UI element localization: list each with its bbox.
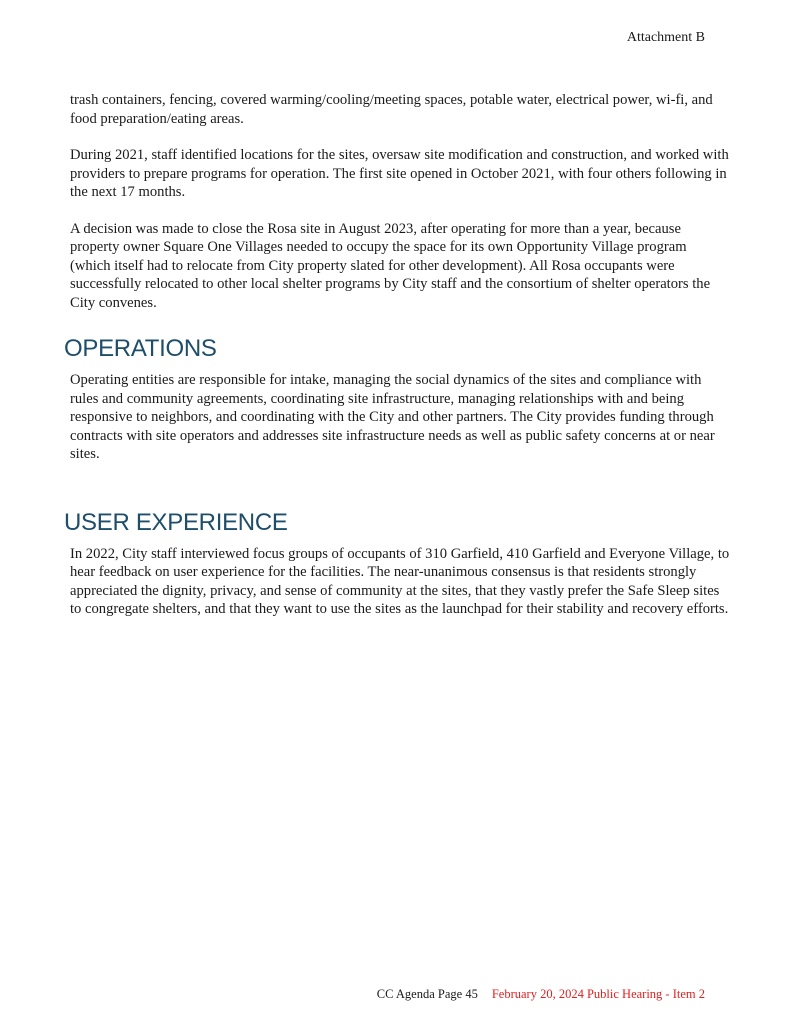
- user-experience-paragraph: In 2022, City staff interviewed focus groups of occupants of 310 Garfield, 410 Garfield and Everyone Village, to hear feedback on user experience for the facilities. The near-unanimous consensus is that residents strongly appreciated the dignity, privacy, and sense of community at the sites, that they vastly prefer the Safe Sleep sites to congregate shelters, and that they want to use the sites as the launchpad for their stability and recovery efforts.: [70, 545, 730, 617]
- user-experience-heading: USER EXPERIENCE: [64, 508, 288, 536]
- operations-heading: OPERATIONS: [64, 335, 217, 362]
- document-body: [64, 91, 730, 637]
- attachment-label: Attachment B: [626, 30, 705, 45]
- hearing-label: February 20, 2024 Public Hearing - Item 2: [491, 987, 705, 1001]
- intro-paragraph-2: During 2021, staff identified locations for the sites, oversaw site modification and construction, and worked with providers to prepare programs for operation. The first site opened in October 2021, with four others following in the next 17 months.: [70, 147, 729, 200]
- intro-paragraph-3: A decision was made to close the Rosa site in August 2023, after operating for more than a year, because property owner Square One Villages needed to occupy the space for its own Opportunity Village program (which itself had to relocate from City property slated for other development). All Rosa occupants were successfully relocated to other local shelter programs by City staff and the consortium of shelter operators the City convenes.: [70, 220, 711, 311]
- operations-paragraph: Operating entities are responsible for intake, managing the social dynamics of the sites and compliance with rules and community agreements, coordinating site infrastructure, managing relationships with and being responsive to neighbors, and coordinating with the City and other partners. The City provides funding through contracts with site operators and addresses site infrastructure needs as well as public safety concerns at or near sites.: [70, 372, 715, 462]
- page-footer: [377, 987, 705, 1002]
- agenda-page-label: CC Agenda Page 45: [376, 987, 478, 1001]
- intro-paragraph-1: trash containers, fencing, covered warming/cooling/meeting spaces, potable water, electrical power, wi-fi, and food preparation/eating areas.: [70, 92, 713, 127]
